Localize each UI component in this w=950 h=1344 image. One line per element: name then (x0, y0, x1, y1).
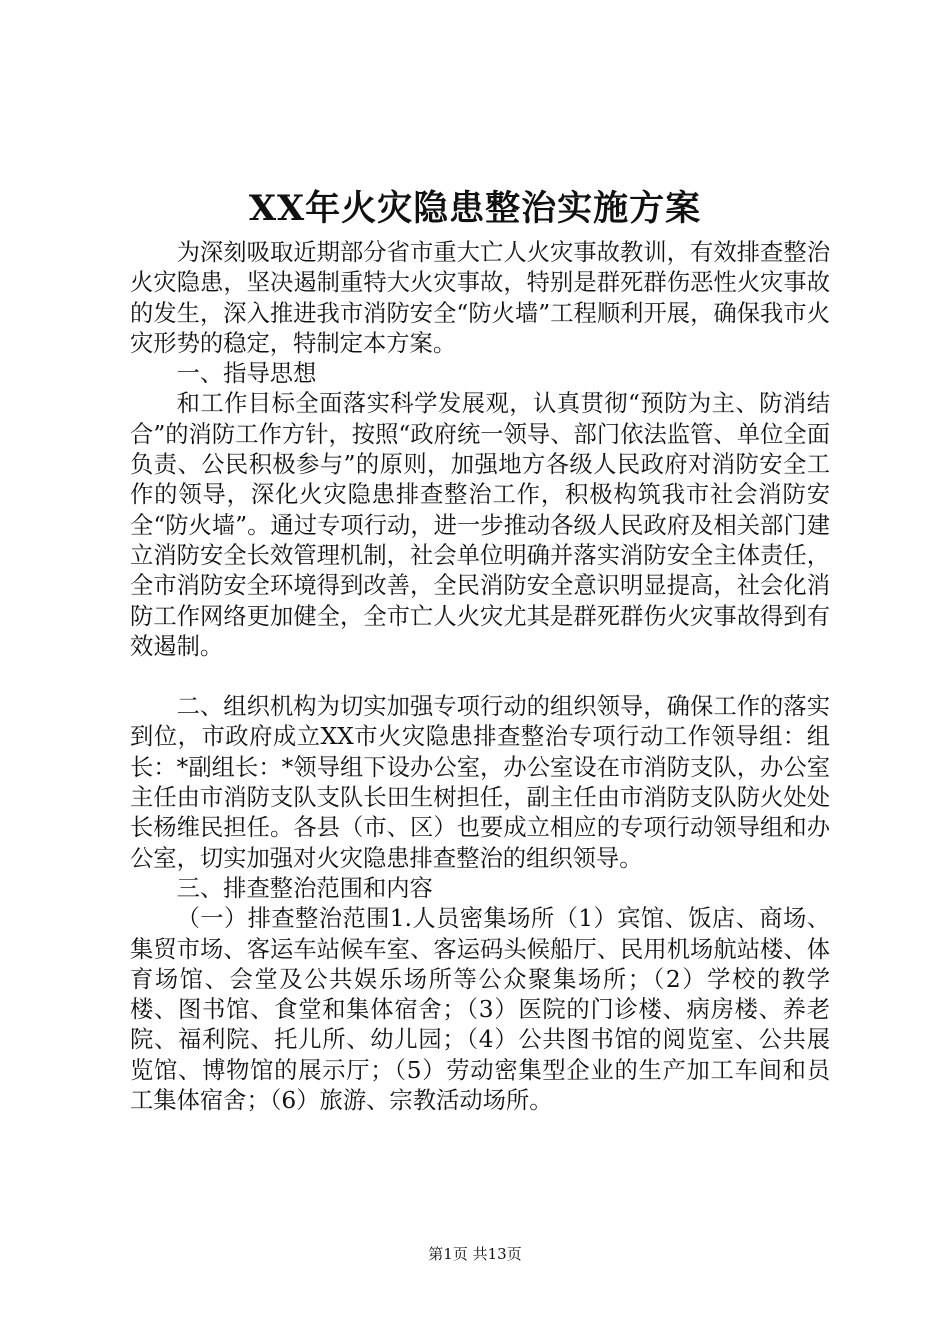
document-body (130, 238, 830, 1116)
document-title: XX年火灾隐患整治实施方案 (248, 188, 702, 229)
section-heading-guiding-ideology: 一、指导思想 (176, 360, 317, 388)
page-indicator: 第1页 共13页 (428, 1245, 522, 1263)
paragraph-guiding-ideology: 和工作目标全面落实科学发展观，认真贯彻“预防为主、防消结合”的消防工作方针，按照“政府统一领导、部门依法监管、单位全面负责、公民积极参与”的原则，加强地方各级人民政府对消防安全工作的领导，深化火灾隐患排查整治工作，积极构筑我市社会消防安全“防火墙”。通过专项行动，进一步推动各级人民政府及相关部门建立消防安全长效管理机制，社会单位明确并落实消防安全主体责任，全市消防安全环境得到改善，全民消防安全意识明显提高，社会化消防工作网络更加健全，全市亡人火灾尤其是群死群伤火灾事故得到有效遏制。 (130, 390, 830, 660)
paragraph-intro: 为深刻吸取近期部分省市重大亡人火灾事故教训，有效排查整治火灾隐患，坚决遏制重特大火灾事故，特别是群死群伤恶性火灾事故的发生，深入推进我市消防安全“防火墙”工程顺利开展，确保我市火灾形势的稳定，特制定本方案。 (130, 239, 830, 357)
section-heading-scope: 三、排查整治范围和内容 (176, 874, 433, 902)
paragraph-scope: （一）排查整治范围1.人员密集场所（1）宾馆、饭店、商场、集贸市场、客运车站候车室、客运码头候船厅、民用机场航站楼、体育场馆、会堂及公共娱乐场所等公众聚集场所；（2）学校的教学楼、图书馆、食堂和集体宿舍；（3）医院的门诊楼、病房楼、养老院、福利院、托儿所、幼儿园；（4）公共图书馆的阅览室、公共展览馆、博物馆的展示厅；（5）劳动密集型企业的生产加工车间和员工集体宿舍；（6）旅游、宗教活动场所。 (130, 905, 830, 1115)
paragraph-organization: 二、组织机构为切实加强专项行动的组织领导，确保工作的落实到位，市政府成立XX市火灾隐患排查整治专项行动工作领导组：组长：*副组长：*领导组下设办公室，办公室设在市消防支队，办公室主任由市消防支队支队长田生树担任，副主任由市消防支队防火处处长杨维民担任。各县（市、区）也要成立相应的专项行动领导组和办公室，切实加强对火灾隐患排查整治的组织领导。 (130, 693, 830, 872)
